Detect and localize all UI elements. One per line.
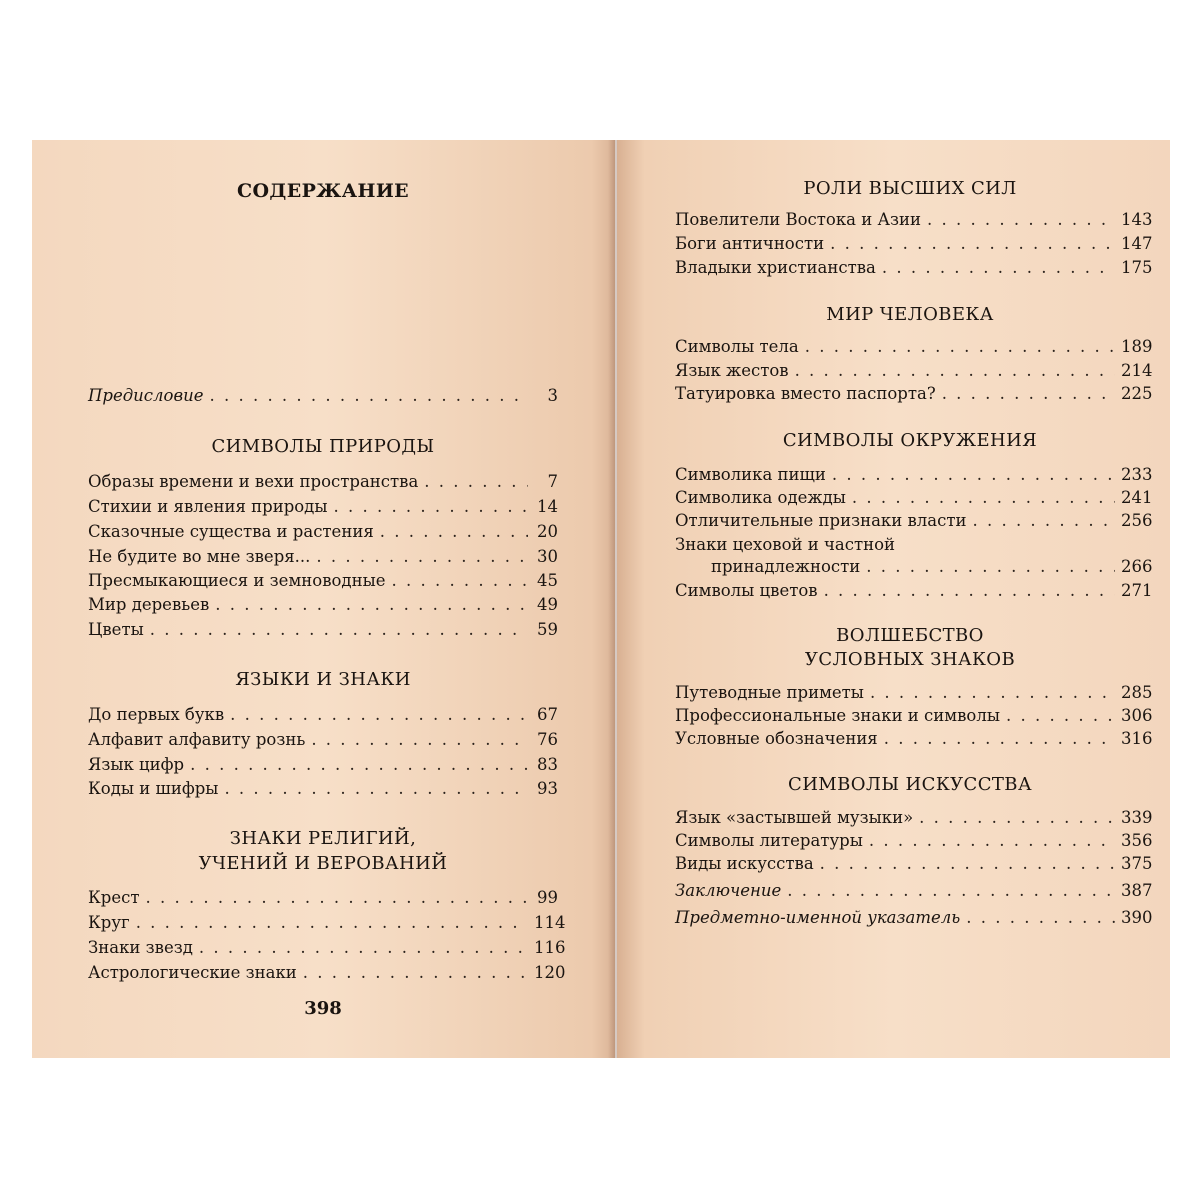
toc-entry <box>88 728 558 752</box>
entry-title: Символы тела <box>675 337 799 356</box>
leader-dots <box>311 728 528 752</box>
entry-page: 271 <box>1121 581 1153 600</box>
left-page <box>32 140 615 1058</box>
page-number: 398 <box>304 998 342 1019</box>
entry-page: 225 <box>1121 384 1153 403</box>
toc-entry <box>88 545 558 569</box>
entry-page: 114 <box>534 913 566 932</box>
entry-title: Отличительные признаки власти <box>675 511 967 530</box>
section-heading: ЯЗЫКИ И ЗНАКИ <box>235 669 411 690</box>
toc-entry <box>675 382 1153 406</box>
section-heading: СИМВОЛЫ ПРИРОДЫ <box>211 436 435 457</box>
entry-page: 266 <box>1121 557 1153 576</box>
entry-page: 83 <box>537 755 558 774</box>
toc-entry-continuation <box>711 555 1153 579</box>
entry-page: 93 <box>537 779 558 798</box>
leader-dots <box>966 906 1115 930</box>
leader-dots <box>830 232 1115 256</box>
section-heading: МИР ЧЕЛОВЕКА <box>826 304 994 325</box>
toc-entry-conclusion <box>675 879 1153 903</box>
leader-dots <box>919 806 1115 830</box>
book-spread <box>32 140 1170 1058</box>
right-page <box>617 140 1170 1058</box>
leader-dots <box>852 486 1115 510</box>
toc-entry <box>675 509 1153 533</box>
entry-title: Язык «застывшей музыки» <box>675 808 914 827</box>
entry-title: Символы литературы <box>675 831 863 850</box>
entry-title: Путеводные приметы <box>675 683 864 702</box>
entry-title: Коды и шифры <box>88 779 219 798</box>
toc-entry <box>675 806 1153 830</box>
entry-title: Мир деревьев <box>88 595 210 614</box>
entry-title: Сказочные существа и растения <box>88 522 374 541</box>
entry-page: 14 <box>537 497 558 516</box>
entry-page: 45 <box>537 571 558 590</box>
toc-entry <box>88 961 566 985</box>
entry-title: Предисловие <box>88 386 204 405</box>
leader-dots <box>391 569 528 593</box>
toc-entry <box>675 335 1153 359</box>
toc-entry-preface <box>88 384 558 408</box>
section-heading: ВОЛШЕБСТВО <box>836 625 984 646</box>
entry-page: 99 <box>537 888 558 907</box>
contents-title: СОДЕРЖАНИЕ <box>236 180 410 202</box>
entry-page: 59 <box>537 620 558 639</box>
leader-dots <box>215 593 528 617</box>
leader-dots <box>870 681 1115 705</box>
entry-page: 306 <box>1121 706 1153 725</box>
entry-page: 67 <box>537 705 558 724</box>
entry-page: 175 <box>1121 258 1153 277</box>
entry-title-continuation: принадлежности <box>711 557 861 576</box>
entry-title: Знаки цеховой и частной <box>675 535 896 554</box>
leader-dots <box>333 495 528 519</box>
entry-title: Повелители Востока и Азии <box>675 210 921 229</box>
entry-page: 76 <box>537 730 558 749</box>
entry-page: 120 <box>534 963 566 982</box>
section-heading: СИМВОЛЫ ИСКУССТВА <box>788 774 1032 795</box>
entry-page: 233 <box>1121 465 1153 484</box>
leader-dots <box>303 961 528 985</box>
entry-page: 7 <box>547 472 558 491</box>
leader-dots <box>942 382 1115 406</box>
leader-dots <box>145 886 528 910</box>
leader-dots <box>316 545 528 569</box>
entry-page: 143 <box>1121 210 1153 229</box>
toc-entry <box>675 533 1145 557</box>
entry-title: Не будите во мне зверя... <box>88 547 311 566</box>
entry-page: 20 <box>537 522 558 541</box>
entry-title: Пресмыкающиеся и земноводные <box>88 571 386 590</box>
entry-page: 339 <box>1121 808 1153 827</box>
entry-title: Символика пищи <box>675 465 826 484</box>
entry-title: Боги античности <box>675 234 825 253</box>
toc-entry <box>675 681 1153 705</box>
entry-title: Владыки христианства <box>675 258 876 277</box>
entry-page: 30 <box>537 547 558 566</box>
toc-entry <box>88 470 558 494</box>
entry-title: Виды искусства <box>675 854 814 873</box>
toc-entry <box>88 886 558 910</box>
toc-entry <box>88 593 558 617</box>
toc-entry-index <box>675 906 1153 930</box>
entry-title: Алфавит алфавиту рознь <box>88 730 306 749</box>
toc-entry <box>675 579 1153 603</box>
section-heading: ЗНАКИ РЕЛИГИЙ, <box>229 828 417 849</box>
toc-entry <box>88 495 558 519</box>
leader-dots <box>380 520 528 544</box>
entry-page: 49 <box>537 595 558 614</box>
entry-title: Цветы <box>88 620 144 639</box>
entry-page: 256 <box>1121 511 1153 530</box>
entry-page: 116 <box>534 938 566 957</box>
toc-entry <box>88 936 566 960</box>
leader-dots <box>866 555 1115 579</box>
entry-title: Язык жестов <box>675 361 789 380</box>
leader-dots <box>795 359 1115 383</box>
section-heading: РОЛИ ВЫСШИХ СИЛ <box>803 178 1017 199</box>
section-heading: УСЛОВНЫХ ЗНАКОВ <box>804 649 1016 670</box>
toc-entry <box>88 703 558 727</box>
entry-title: Крест <box>88 888 140 907</box>
toc-entry <box>675 852 1153 876</box>
leader-dots <box>424 470 528 494</box>
leader-dots <box>805 335 1115 359</box>
entry-title: Астрологические знаки <box>88 963 297 982</box>
entry-page: 316 <box>1121 729 1153 748</box>
entry-title: Условные обозначения <box>675 729 878 748</box>
toc-entry <box>88 618 558 642</box>
entry-page: 390 <box>1121 908 1153 927</box>
entry-page: 387 <box>1121 881 1153 900</box>
toc-entry <box>675 256 1153 280</box>
entry-title: Татуировка вместо паспорта? <box>675 384 936 403</box>
entry-page: 241 <box>1121 488 1153 507</box>
toc-entry <box>675 727 1153 751</box>
leader-dots <box>882 256 1115 280</box>
toc-entry <box>675 208 1153 232</box>
entry-title: Заключение <box>675 881 782 900</box>
toc-entry <box>88 753 558 777</box>
entry-page: 189 <box>1121 337 1153 356</box>
entry-title: Образы времени и вехи пространства <box>88 472 419 491</box>
entry-page: 147 <box>1121 234 1153 253</box>
entry-page: 356 <box>1121 831 1153 850</box>
toc-entry <box>675 232 1153 256</box>
leader-dots <box>150 618 528 642</box>
leader-dots <box>832 463 1115 487</box>
leader-dots <box>972 509 1115 533</box>
entry-page: 3 <box>547 386 558 405</box>
section-heading: СИМВОЛЫ ОКРУЖЕНИЯ <box>782 430 1038 451</box>
entry-title: Предметно-именной указатель <box>675 908 961 927</box>
entry-title: Символика одежды <box>675 488 846 507</box>
leader-dots <box>1006 704 1115 728</box>
toc-entry <box>675 486 1153 510</box>
entry-title: Язык цифр <box>88 755 185 774</box>
leader-dots <box>209 384 528 408</box>
toc-entry <box>88 777 558 801</box>
entry-title: Круг <box>88 913 130 932</box>
entry-page: 375 <box>1121 854 1153 873</box>
entry-title: Символы цветов <box>675 581 818 600</box>
entry-title: Знаки звезд <box>88 938 193 957</box>
toc-entry <box>675 829 1153 853</box>
toc-entry <box>88 520 558 544</box>
entry-title: Стихии и явления природы <box>88 497 328 516</box>
leader-dots <box>824 579 1115 603</box>
leader-dots <box>224 777 528 801</box>
entry-title: До первых букв <box>88 705 225 724</box>
leader-dots <box>927 208 1115 232</box>
toc-entry <box>675 463 1153 487</box>
leader-dots <box>869 829 1115 853</box>
toc-entry <box>88 911 566 935</box>
leader-dots <box>787 879 1115 903</box>
entry-page: 285 <box>1121 683 1153 702</box>
leader-dots <box>884 727 1115 751</box>
leader-dots <box>190 753 528 777</box>
leader-dots <box>199 936 528 960</box>
leader-dots <box>820 852 1115 876</box>
leader-dots <box>136 911 528 935</box>
toc-entry <box>675 359 1153 383</box>
entry-title: Профессиональные знаки и символы <box>675 706 1000 725</box>
toc-entry <box>88 569 558 593</box>
entry-page: 214 <box>1121 361 1153 380</box>
toc-entry <box>675 704 1153 728</box>
section-heading: УЧЕНИЙ И ВЕРОВАНИЙ <box>198 853 448 874</box>
leader-dots <box>230 703 528 727</box>
